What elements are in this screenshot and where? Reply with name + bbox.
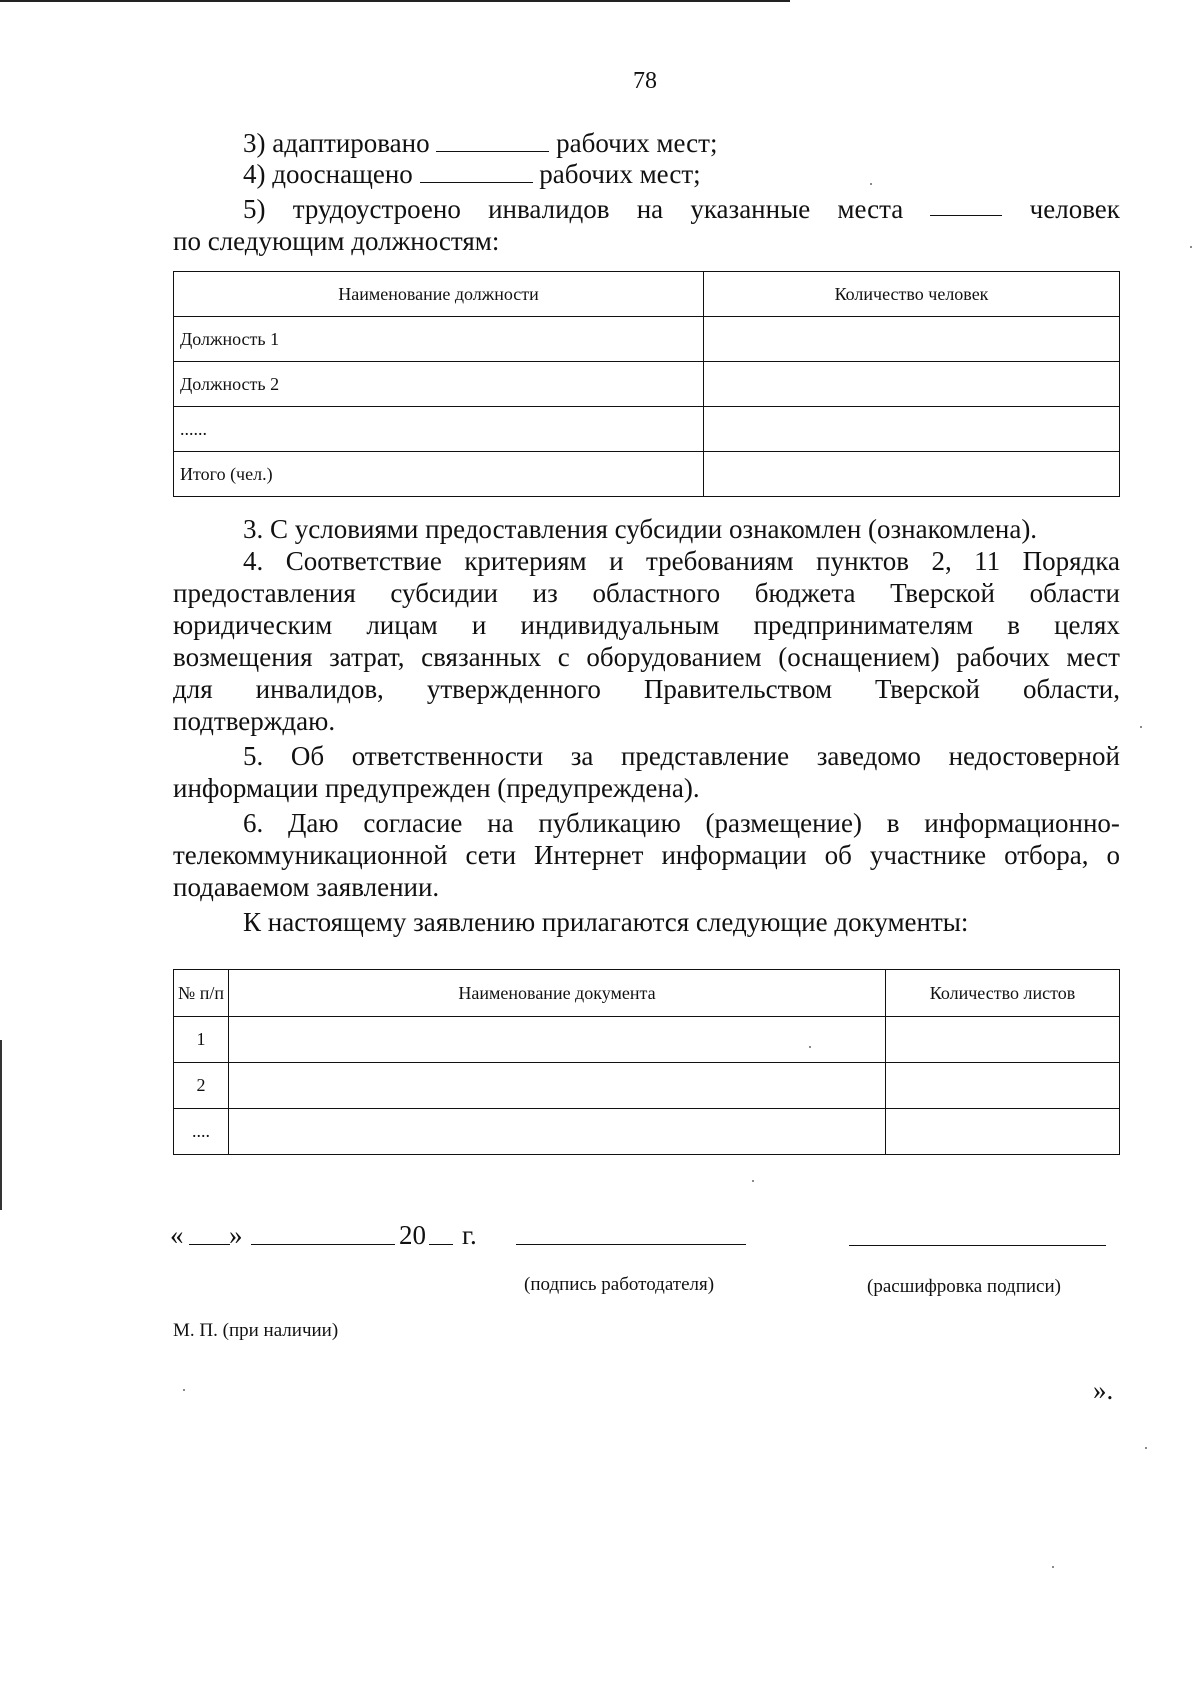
word: из bbox=[532, 578, 558, 608]
item-4-blank[interactable] bbox=[420, 160, 533, 183]
stamp-label: М. П. (при наличии) bbox=[173, 1320, 339, 1341]
item-4-suffix: рабочих мест; bbox=[539, 159, 701, 189]
table-row bbox=[174, 452, 1120, 497]
attachments-intro: К настоящему заявлению прилагаются следующие документы: bbox=[243, 907, 969, 937]
word: Тверской bbox=[890, 578, 995, 608]
positions-header-count: Количество человек bbox=[704, 272, 1120, 317]
word: 11 bbox=[974, 546, 1001, 576]
item-4-prefix: 4) дооснащено bbox=[243, 159, 413, 189]
word: согласие bbox=[363, 808, 463, 838]
paragraph-6-line bbox=[173, 839, 1120, 871]
word: (размещение) bbox=[705, 808, 862, 838]
word: информации bbox=[661, 840, 807, 870]
word: публикацию bbox=[538, 808, 681, 838]
item-5-continuation: по следующим должностям: bbox=[173, 226, 500, 256]
scan-speck bbox=[809, 1046, 811, 1048]
word: участнике bbox=[869, 840, 987, 870]
paragraph-6-line bbox=[243, 807, 1120, 839]
word: требованиям bbox=[646, 546, 794, 576]
documents-header-name: Наименование документа bbox=[229, 970, 886, 1017]
position-name-cell: Должность 1 bbox=[174, 317, 704, 362]
table-row bbox=[174, 1109, 1120, 1155]
item-3-prefix: 3) адаптировано bbox=[243, 128, 430, 158]
word: рабочих bbox=[956, 642, 1050, 672]
word: утвержденного bbox=[426, 674, 601, 704]
word: бюджета bbox=[754, 578, 856, 608]
document-number-cell: 2 bbox=[174, 1063, 229, 1109]
item-5-word: 5) bbox=[243, 194, 266, 224]
word: отбора, bbox=[1004, 840, 1089, 870]
word: и bbox=[471, 610, 487, 640]
word: Порядка bbox=[1022, 546, 1120, 576]
word: области, bbox=[1022, 674, 1120, 704]
word: за bbox=[570, 741, 594, 771]
item-5-word: на bbox=[636, 194, 664, 224]
item-3-blank[interactable] bbox=[436, 129, 549, 152]
item-5 bbox=[243, 193, 1120, 225]
position-total-label: Итого (чел.) bbox=[174, 452, 704, 497]
word: пунктов bbox=[816, 546, 909, 576]
word: затрат, bbox=[329, 642, 405, 672]
word: возмещения bbox=[173, 642, 313, 672]
document-sheets-cell[interactable] bbox=[886, 1017, 1120, 1063]
scan-speck bbox=[1052, 1566, 1054, 1568]
paragraph-4-last-line: подтверждаю. bbox=[173, 706, 336, 736]
scan-speck bbox=[1190, 246, 1192, 248]
item-5-word: указанные bbox=[690, 194, 811, 224]
position-total-cell[interactable] bbox=[704, 452, 1120, 497]
table-row bbox=[174, 1017, 1120, 1063]
document-number-cell: .... bbox=[174, 1109, 229, 1155]
paragraph-4-line bbox=[173, 609, 1120, 641]
paragraph-4-line bbox=[173, 577, 1120, 609]
date-open-quote: « bbox=[170, 1220, 184, 1250]
item-4 bbox=[243, 158, 701, 190]
documents-header-number: № п/п bbox=[174, 970, 229, 1017]
paragraph-4-line bbox=[173, 641, 1120, 673]
item-5-blank[interactable] bbox=[930, 193, 1002, 216]
word: мест bbox=[1066, 642, 1120, 672]
item-5-word: трудоустроено bbox=[292, 194, 461, 224]
document-name-cell[interactable] bbox=[229, 1063, 886, 1109]
paragraph-4-line bbox=[243, 545, 1120, 577]
table-row bbox=[174, 362, 1120, 407]
paragraph-5-last-line: информации предупрежден (предупреждена). bbox=[173, 773, 700, 803]
paragraph-5-line bbox=[243, 740, 1120, 772]
item-5-word: места bbox=[837, 194, 904, 224]
paragraph-4-line bbox=[173, 673, 1120, 705]
word: на bbox=[487, 808, 514, 838]
scan-speck bbox=[183, 1389, 185, 1391]
word: предоставления bbox=[173, 578, 356, 608]
word: области bbox=[1029, 578, 1120, 608]
documents-table bbox=[173, 969, 1120, 1155]
closing-quote: ». bbox=[1093, 1375, 1114, 1405]
word: Правительством bbox=[643, 674, 833, 704]
paragraph-3: 3. С условиями предоставления субсидии ознакомлен (ознакомлена). bbox=[243, 514, 1038, 544]
date-day-blank[interactable] bbox=[189, 1244, 230, 1245]
word: Даю bbox=[288, 808, 339, 838]
word: оборудованием bbox=[586, 642, 762, 672]
position-name-cell: ...... bbox=[174, 407, 704, 452]
scan-speck bbox=[870, 183, 872, 185]
document-name-cell[interactable] bbox=[229, 1109, 886, 1155]
document-sheets-cell[interactable] bbox=[886, 1063, 1120, 1109]
word: Соответствие bbox=[285, 546, 442, 576]
signature-decoding-line[interactable] bbox=[849, 1245, 1106, 1246]
top-scan-line bbox=[0, 0, 790, 2]
item-5-word: инвалидов bbox=[488, 194, 610, 224]
employer-signature-line[interactable] bbox=[516, 1244, 746, 1245]
word: 6. bbox=[243, 808, 264, 838]
word: заведомо bbox=[816, 741, 921, 771]
item-3 bbox=[243, 127, 717, 159]
word: юридическим bbox=[173, 610, 333, 640]
word: об bbox=[824, 840, 852, 870]
word: ответственности bbox=[351, 741, 544, 771]
date-close-quote: » bbox=[229, 1220, 243, 1250]
date-year-suffix: г. bbox=[462, 1220, 477, 1250]
document-sheets-cell[interactable] bbox=[886, 1109, 1120, 1155]
position-name-cell: Должность 2 bbox=[174, 362, 704, 407]
word: телекоммуникационной bbox=[173, 840, 448, 870]
document-number-cell: 1 bbox=[174, 1017, 229, 1063]
table-row bbox=[174, 407, 1120, 452]
documents-header-sheets: Количество листов bbox=[886, 970, 1120, 1017]
word: 2, bbox=[931, 546, 952, 576]
employer-signature-label: (подпись работодателя) bbox=[524, 1274, 715, 1295]
word: недостоверной bbox=[948, 741, 1120, 771]
table-row bbox=[174, 317, 1120, 362]
word: Об bbox=[290, 741, 325, 771]
word: предпринимателям bbox=[753, 610, 974, 640]
word: и bbox=[609, 546, 624, 576]
table-row bbox=[174, 1063, 1120, 1109]
positions-table bbox=[173, 271, 1120, 497]
positions-header-name: Наименование должности bbox=[174, 272, 704, 317]
word: областного bbox=[592, 578, 721, 608]
positions-table-header bbox=[174, 272, 1120, 317]
document-name-cell[interactable] bbox=[229, 1017, 886, 1063]
signature-decoding-label: (расшифровка подписи) bbox=[867, 1276, 1061, 1297]
word: инвалидов, bbox=[255, 674, 384, 704]
date-year-blank[interactable] bbox=[429, 1244, 453, 1245]
word: критериям bbox=[464, 546, 587, 576]
word: индивидуальным bbox=[520, 610, 720, 640]
word: с bbox=[557, 642, 570, 672]
word: 5. bbox=[243, 741, 264, 771]
position-count-cell[interactable] bbox=[704, 317, 1120, 362]
word: в bbox=[886, 808, 900, 838]
word: о bbox=[1106, 840, 1120, 870]
word: представление bbox=[620, 741, 790, 771]
paragraph-6-last-line: подаваемом заявлении. bbox=[173, 872, 440, 902]
scan-speck bbox=[1140, 726, 1142, 728]
scan-speck bbox=[752, 1180, 754, 1182]
word: в bbox=[1007, 610, 1020, 640]
word: связанных bbox=[421, 642, 542, 672]
word: информационно- bbox=[924, 808, 1120, 838]
date-month-blank[interactable] bbox=[251, 1244, 395, 1245]
item-3-suffix: рабочих мест; bbox=[556, 128, 718, 158]
position-count-cell[interactable] bbox=[704, 362, 1120, 407]
scan-speck bbox=[1145, 1447, 1147, 1449]
word: целях bbox=[1054, 610, 1120, 640]
word: для bbox=[173, 674, 213, 704]
word: 4. bbox=[243, 546, 264, 576]
word: (оснащением) bbox=[778, 642, 940, 672]
position-count-cell[interactable] bbox=[704, 407, 1120, 452]
documents-table-header bbox=[174, 970, 1120, 1017]
word: Интернет bbox=[534, 840, 644, 870]
left-scan-mark bbox=[0, 1040, 2, 1210]
word: субсидии bbox=[390, 578, 498, 608]
item-5-suffix: человек bbox=[1029, 194, 1120, 224]
word: Тверской bbox=[875, 674, 980, 704]
page-number: 78 bbox=[633, 68, 657, 94]
word: лицам bbox=[366, 610, 438, 640]
date-year-prefix: 20 bbox=[399, 1220, 426, 1250]
word: сети bbox=[465, 840, 517, 870]
